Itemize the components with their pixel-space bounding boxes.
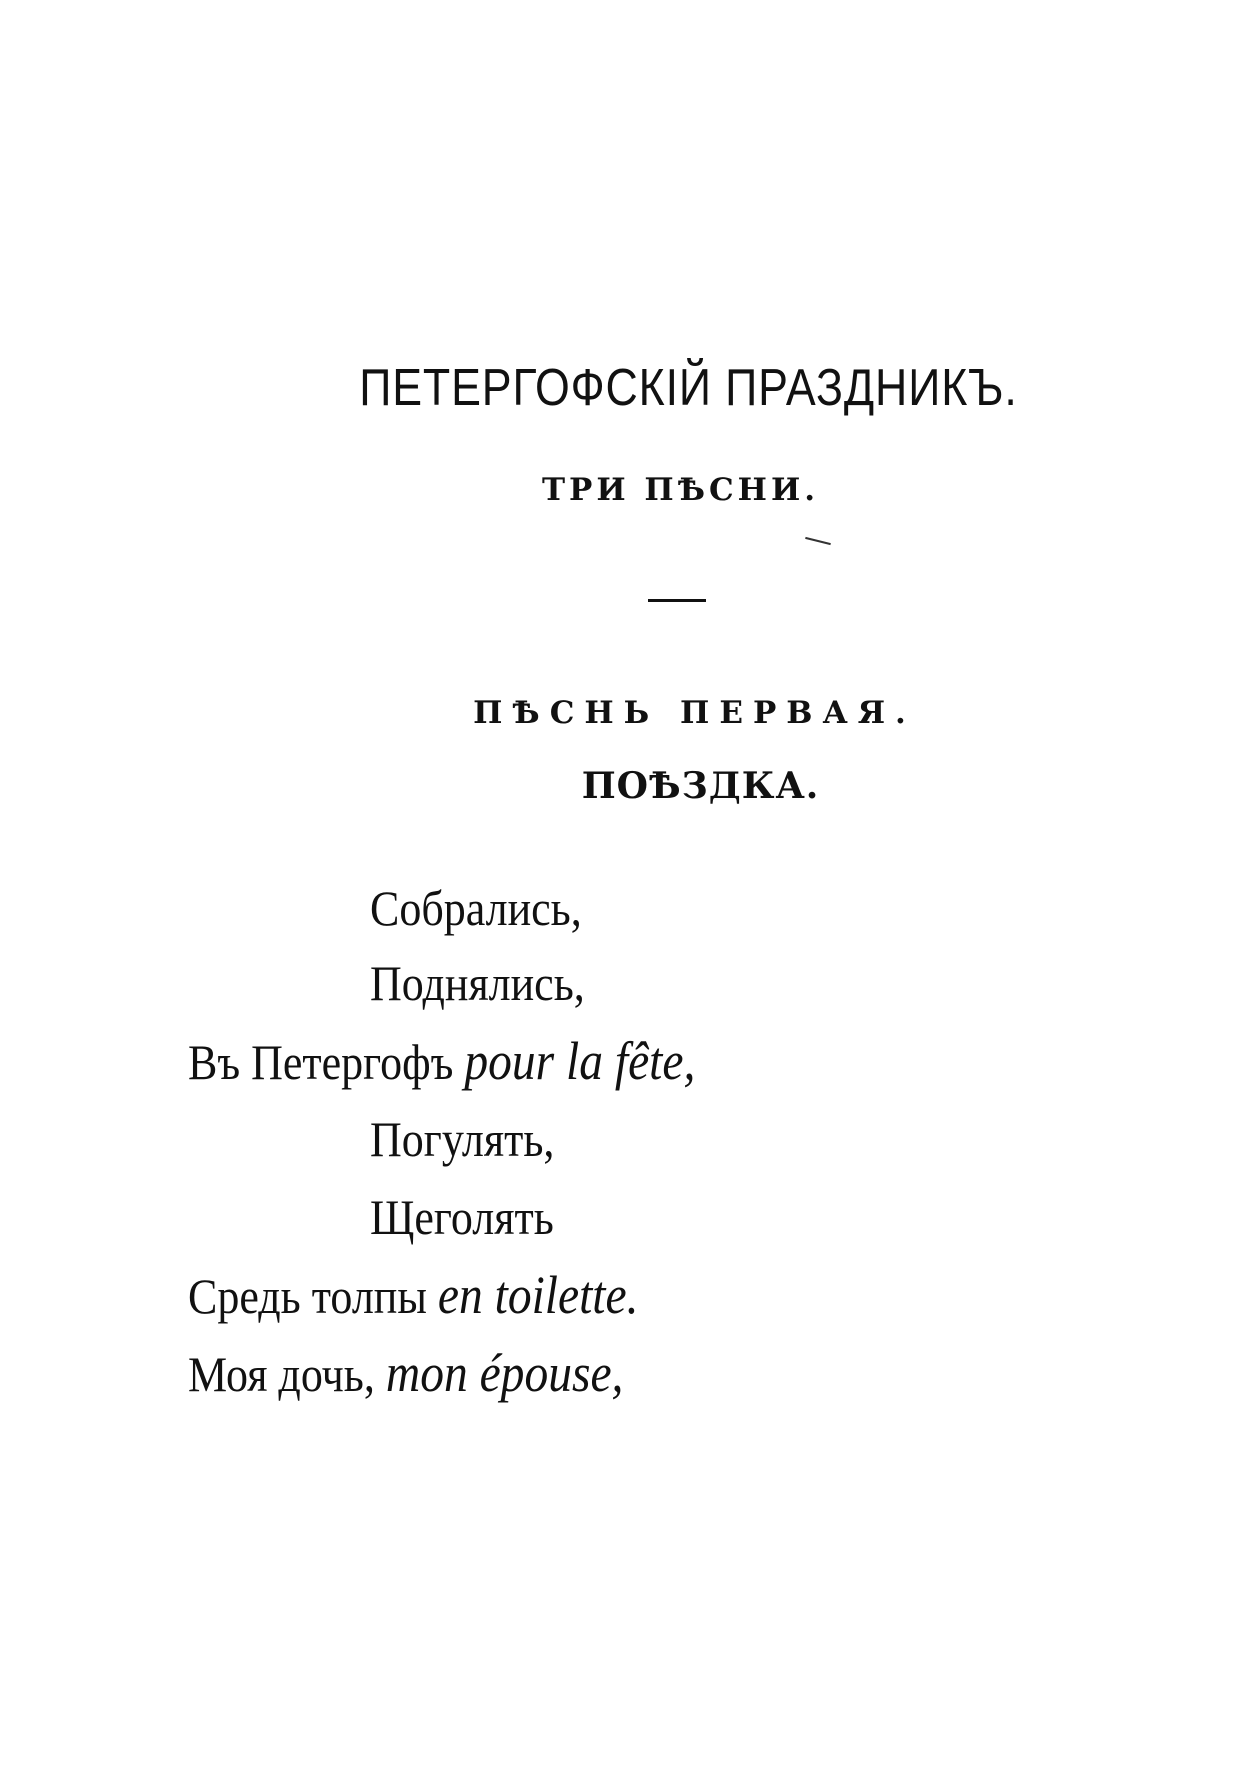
verse-line-russian: Погулять, — [370, 1111, 555, 1167]
print-speck — [805, 537, 831, 545]
verse-line-russian: Щеголять — [370, 1189, 554, 1245]
verse-line-russian: Моя дочь, — [188, 1346, 386, 1402]
verse-line — [188, 1265, 639, 1325]
verse-line-french: en toilette. — [437, 1265, 639, 1325]
verse-line-russian: Въ Петергофъ — [188, 1034, 465, 1090]
verse-line — [370, 1189, 554, 1243]
verse-line — [370, 955, 585, 1009]
verse-line-russian: Поднялись, — [370, 955, 585, 1011]
song-number-heading: ПѢСНЬ ПЕРВАЯ. — [473, 695, 916, 731]
song-title: ПОѢЗДКА. — [581, 765, 820, 807]
verse-line — [370, 1111, 554, 1165]
section-divider — [648, 599, 706, 602]
verse-line-russian: Средь толпы — [188, 1268, 438, 1324]
verse-line-russian: Собрались, — [370, 880, 582, 936]
verse-line — [188, 1031, 696, 1091]
page-title: ПЕТЕРГОФСКІЙ ПРАЗДНИКЪ. — [359, 359, 1018, 417]
verse-line — [370, 880, 582, 934]
verse-line-french: mon épouse, — [385, 1343, 624, 1403]
verse-line-french: pour la fête, — [464, 1031, 696, 1091]
page-subtitle: ТРИ ПѢСНИ. — [541, 472, 820, 508]
verse-line — [188, 1343, 624, 1403]
